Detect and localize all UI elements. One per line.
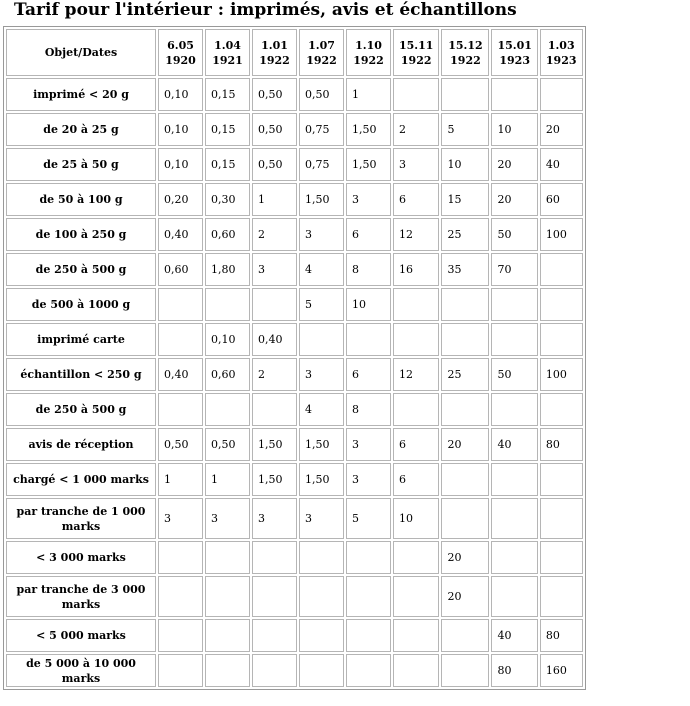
rate-cell	[346, 654, 391, 687]
rate-cell	[441, 463, 489, 496]
rate-cell: 1	[252, 183, 297, 216]
table-row	[6, 78, 583, 111]
rate-cell: 3	[346, 463, 391, 496]
date-year: 1923	[499, 53, 530, 67]
rate-cell: 16	[393, 253, 439, 286]
rate-cell: 0,40	[158, 358, 203, 391]
rate-cell: 0,60	[205, 218, 250, 251]
rate-cell: 0,50	[205, 428, 250, 461]
rate-cell	[158, 619, 203, 652]
table-row	[6, 183, 583, 216]
rate-cell: 6	[393, 428, 439, 461]
rate-cell: 1	[346, 78, 391, 111]
rate-cell: 1,50	[346, 148, 391, 181]
rate-cell: 0,60	[158, 253, 203, 286]
rate-cell: 0,10	[158, 78, 203, 111]
rate-cell: 70	[491, 253, 537, 286]
rate-cell	[491, 323, 537, 356]
rate-cell: 20	[491, 148, 537, 181]
rate-cell	[252, 654, 297, 687]
rate-cell	[158, 393, 203, 426]
rate-cell	[540, 498, 583, 539]
rate-cell: 6	[393, 183, 439, 216]
rate-cell	[540, 393, 583, 426]
rate-cell: 3	[393, 148, 439, 181]
rate-cell: 0,10	[158, 113, 203, 146]
rate-cell: 1,80	[205, 253, 250, 286]
date-day: 1.01	[261, 38, 288, 52]
rate-cell	[252, 288, 297, 321]
rate-cell: 100	[540, 218, 583, 251]
rate-cell: 1,50	[299, 428, 344, 461]
date-year: 1921	[212, 53, 243, 67]
rate-cell: 3	[346, 183, 391, 216]
rate-cell: 2	[252, 218, 297, 251]
date-day: 15.12	[448, 38, 483, 52]
rate-cell	[491, 541, 537, 574]
rate-cell	[441, 619, 489, 652]
row-label: de 250 à 500 g	[6, 393, 156, 426]
row-label: de 5 000 à 10 000 marks	[6, 654, 156, 687]
rate-cell: 20	[441, 576, 489, 617]
rate-cell	[540, 253, 583, 286]
rate-cell	[393, 541, 439, 574]
table-row	[6, 323, 583, 356]
corner-header: Objet/Dates	[6, 29, 156, 76]
date-day: 15.01	[497, 38, 532, 52]
rate-cell: 8	[346, 253, 391, 286]
rate-cell: 4	[299, 393, 344, 426]
date-column-header	[346, 29, 391, 76]
rate-cell: 1,50	[252, 428, 297, 461]
rate-cell: 2	[252, 358, 297, 391]
rate-cell: 12	[393, 218, 439, 251]
date-year: 1922	[400, 53, 432, 67]
rate-cell	[299, 654, 344, 687]
rate-cell: 35	[441, 253, 489, 286]
row-label: de 50 à 100 g	[6, 183, 156, 216]
rate-cell: 10	[393, 498, 439, 539]
table-body	[6, 78, 583, 687]
rate-cell	[205, 576, 250, 617]
rate-cell: 0,10	[158, 148, 203, 181]
rate-cell	[205, 288, 250, 321]
rate-cell	[441, 78, 489, 111]
table-row	[6, 576, 583, 617]
rate-cell	[441, 288, 489, 321]
rate-cell	[158, 541, 203, 574]
rate-cell: 3	[299, 218, 344, 251]
rate-cell	[299, 619, 344, 652]
row-label: de 100 à 250 g	[6, 218, 156, 251]
rate-cell	[491, 498, 537, 539]
row-label: de 20 à 25 g	[6, 113, 156, 146]
row-label: < 5 000 marks	[6, 619, 156, 652]
rate-cell	[393, 393, 439, 426]
rate-cell: 20	[491, 183, 537, 216]
rate-cell	[158, 323, 203, 356]
date-day: 6.05	[167, 38, 194, 52]
table-row	[6, 619, 583, 652]
rate-cell: 100	[540, 358, 583, 391]
rate-cell	[540, 541, 583, 574]
table-row	[6, 498, 583, 539]
table-row	[6, 393, 583, 426]
date-column-header	[441, 29, 489, 76]
date-year: 1922	[259, 53, 290, 67]
rate-cell: 0,60	[205, 358, 250, 391]
rate-cell: 1,50	[346, 113, 391, 146]
rate-cell	[299, 323, 344, 356]
rate-cell: 0,10	[205, 323, 250, 356]
table-row	[6, 113, 583, 146]
date-day: 1.07	[308, 38, 335, 52]
row-label: < 3 000 marks	[6, 541, 156, 574]
table-row	[6, 253, 583, 286]
row-label: chargé < 1 000 marks	[6, 463, 156, 496]
rate-cell	[540, 288, 583, 321]
rate-cell	[540, 576, 583, 617]
rate-cell: 25	[441, 218, 489, 251]
rate-cell: 0,75	[299, 113, 344, 146]
rate-cell: 5	[346, 498, 391, 539]
page-title: Tarif pour l'intérieur : imprimés, avis et échantillons	[14, 0, 517, 20]
rate-cell	[393, 654, 439, 687]
rate-cell: 0,50	[158, 428, 203, 461]
rate-cell: 20	[441, 428, 489, 461]
rate-cell	[205, 654, 250, 687]
rate-cell	[158, 654, 203, 687]
rate-cell: 0,15	[205, 148, 250, 181]
rate-cell: 0,50	[252, 113, 297, 146]
rate-cell	[491, 288, 537, 321]
rate-cell: 50	[491, 358, 537, 391]
rate-cell: 20	[441, 541, 489, 574]
table-row	[6, 288, 583, 321]
rate-cell: 80	[540, 619, 583, 652]
rate-cell: 0,40	[252, 323, 297, 356]
rate-cell: 6	[346, 218, 391, 251]
table-row	[6, 428, 583, 461]
rate-cell: 1	[205, 463, 250, 496]
table-row	[6, 541, 583, 574]
date-year: 1923	[545, 53, 577, 67]
rate-cell	[346, 541, 391, 574]
rate-cell: 1	[158, 463, 203, 496]
date-year: 1920	[165, 53, 196, 67]
rate-cell: 15	[441, 183, 489, 216]
header-row	[6, 29, 583, 76]
table-row	[6, 654, 583, 687]
rate-cell: 40	[540, 148, 583, 181]
rate-cell	[491, 463, 537, 496]
rate-cell: 10	[491, 113, 537, 146]
rate-cell: 10	[346, 288, 391, 321]
date-day: 1.10	[355, 38, 382, 52]
date-column-header	[205, 29, 250, 76]
rate-cell	[205, 393, 250, 426]
rate-cell: 80	[491, 654, 537, 687]
date-column-header	[491, 29, 537, 76]
date-year: 1922	[353, 53, 384, 67]
rate-cell	[158, 576, 203, 617]
rate-cell: 2	[393, 113, 439, 146]
rate-cell: 1,50	[299, 183, 344, 216]
date-year: 1922	[450, 53, 481, 67]
rate-cell: 10	[441, 148, 489, 181]
rate-cell	[393, 323, 439, 356]
row-label: de 500 à 1000 g	[6, 288, 156, 321]
date-day: 1.04	[214, 38, 241, 52]
rate-cell: 80	[540, 428, 583, 461]
row-label: avis de réception	[6, 428, 156, 461]
rate-cell: 0,20	[158, 183, 203, 216]
rate-cell: 5	[441, 113, 489, 146]
table-row	[6, 463, 583, 496]
rate-cell	[205, 619, 250, 652]
table-row	[6, 148, 583, 181]
rate-cell	[252, 576, 297, 617]
rate-cell	[491, 576, 537, 617]
rate-cell	[252, 541, 297, 574]
rate-cell: 3	[299, 358, 344, 391]
rate-cell	[441, 323, 489, 356]
table-row	[6, 218, 583, 251]
rate-cell: 3	[158, 498, 203, 539]
rate-cell	[346, 323, 391, 356]
rate-cell: 8	[346, 393, 391, 426]
date-column-header	[158, 29, 203, 76]
rate-cell	[441, 498, 489, 539]
rate-cell	[393, 78, 439, 111]
row-label: échantillon < 250 g	[6, 358, 156, 391]
rate-cell: 6	[346, 358, 391, 391]
rate-cell	[299, 541, 344, 574]
tariff-table	[3, 26, 586, 690]
rate-cell: 160	[540, 654, 583, 687]
rate-cell: 5	[299, 288, 344, 321]
row-label: imprimé carte	[6, 323, 156, 356]
rate-cell	[158, 288, 203, 321]
rate-cell: 60	[540, 183, 583, 216]
rate-cell: 0,50	[252, 78, 297, 111]
date-column-header	[393, 29, 439, 76]
date-column-header	[252, 29, 297, 76]
rate-cell: 4	[299, 253, 344, 286]
rate-cell: 40	[491, 619, 537, 652]
rate-cell: 0,50	[252, 148, 297, 181]
date-year: 1922	[306, 53, 337, 67]
rate-cell: 3	[299, 498, 344, 539]
rate-cell	[393, 288, 439, 321]
rate-cell	[441, 654, 489, 687]
rate-cell: 0,40	[158, 218, 203, 251]
rate-cell: 12	[393, 358, 439, 391]
table-row	[6, 358, 583, 391]
rate-cell	[299, 576, 344, 617]
rate-cell: 1,50	[252, 463, 297, 496]
row-label: imprimé < 20 g	[6, 78, 156, 111]
rate-cell	[540, 463, 583, 496]
rate-cell: 0,15	[205, 78, 250, 111]
rate-cell	[491, 78, 537, 111]
rate-cell: 6	[393, 463, 439, 496]
row-label: par tranche de 1 000 marks	[6, 498, 156, 539]
rate-cell: 0,50	[299, 78, 344, 111]
rate-cell: 3	[346, 428, 391, 461]
date-day: 15.11	[399, 38, 434, 52]
rate-cell: 0,30	[205, 183, 250, 216]
rate-cell	[540, 323, 583, 356]
rate-cell: 0,75	[299, 148, 344, 181]
rate-cell	[393, 619, 439, 652]
rate-cell: 3	[205, 498, 250, 539]
row-label: de 25 à 50 g	[6, 148, 156, 181]
rate-cell: 0,15	[205, 113, 250, 146]
rate-cell	[540, 78, 583, 111]
rate-cell	[393, 576, 439, 617]
rate-cell: 25	[441, 358, 489, 391]
rate-cell	[491, 393, 537, 426]
rate-cell	[346, 619, 391, 652]
row-label: de 250 à 500 g	[6, 253, 156, 286]
rate-cell	[441, 393, 489, 426]
rate-cell: 3	[252, 498, 297, 539]
rate-cell	[252, 619, 297, 652]
rate-cell: 1,50	[299, 463, 344, 496]
rate-cell: 50	[491, 218, 537, 251]
rate-cell: 40	[491, 428, 537, 461]
row-label: par tranche de 3 000 marks	[6, 576, 156, 617]
date-day: 1.03	[547, 38, 575, 52]
rate-cell	[346, 576, 391, 617]
rate-cell	[205, 541, 250, 574]
date-column-header	[540, 29, 583, 76]
rate-cell: 20	[540, 113, 583, 146]
date-column-header	[299, 29, 344, 76]
rate-cell: 3	[252, 253, 297, 286]
rate-cell	[252, 393, 297, 426]
